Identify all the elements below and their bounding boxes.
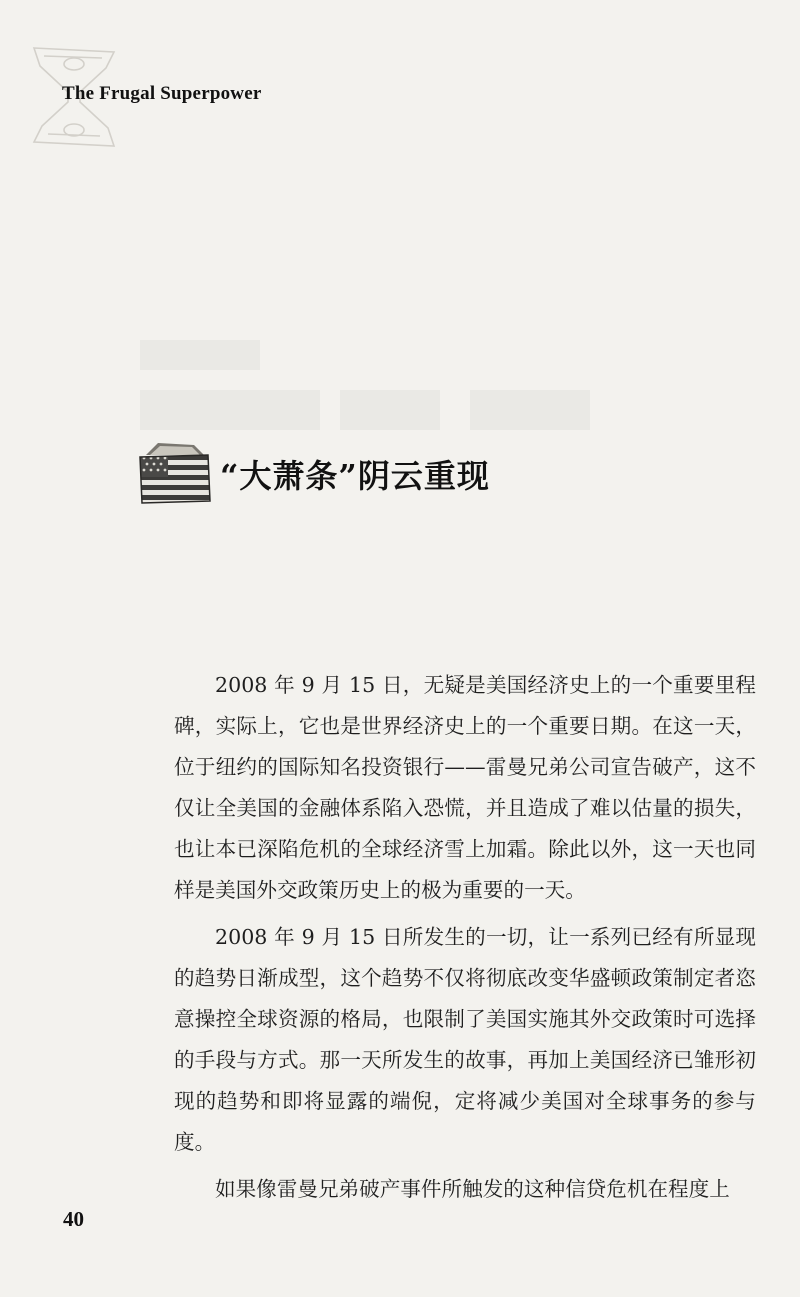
page-number: 40 <box>63 1207 84 1231</box>
paragraph: 2008 年 9 月 15 日，无疑是美国经济史上的一个重要里程碑，实际上，它也是世界经济史上的一个重要日期。在这一天，位于纽约的国际知名投资银行——雷曼兄弟公司宣告破产，这不仅让全美国的金融体系陷入恐慌，并且造成了难以估量的损失，也让本已深陷危机的全球经济雪上加霜。除此以外，这一天也同样是美国外交政策历史上的极为重要的一天。 <box>174 673 756 902</box>
flag-wallet-icon <box>138 441 212 507</box>
bleed-through-shadow <box>140 330 660 440</box>
paragraph: 2008 年 9 月 15 日所发生的一切，让一系列已经有所显现的趋势日渐成型，这个趋势不仅将彻底改变华盛顿政策制定者恣意操控全球资源的格局，也限制了美国实施其外交政策时可选择的手段与方式。那一天所发生的故事，再加上美国经济已雏形初现的趋势和即将显露的端倪，定将减少美国对全球事务的参与度。 <box>174 925 756 1154</box>
running-head-title: The Frugal Superpower <box>62 83 262 104</box>
chapter-title: “大萧条”阴云重现 <box>220 457 490 495</box>
chapter-heading <box>138 434 490 514</box>
paragraph: 如果像雷曼兄弟破产事件所触发的这种信贷危机在程度上 <box>215 1177 730 1201</box>
body-text <box>174 665 756 1216</box>
